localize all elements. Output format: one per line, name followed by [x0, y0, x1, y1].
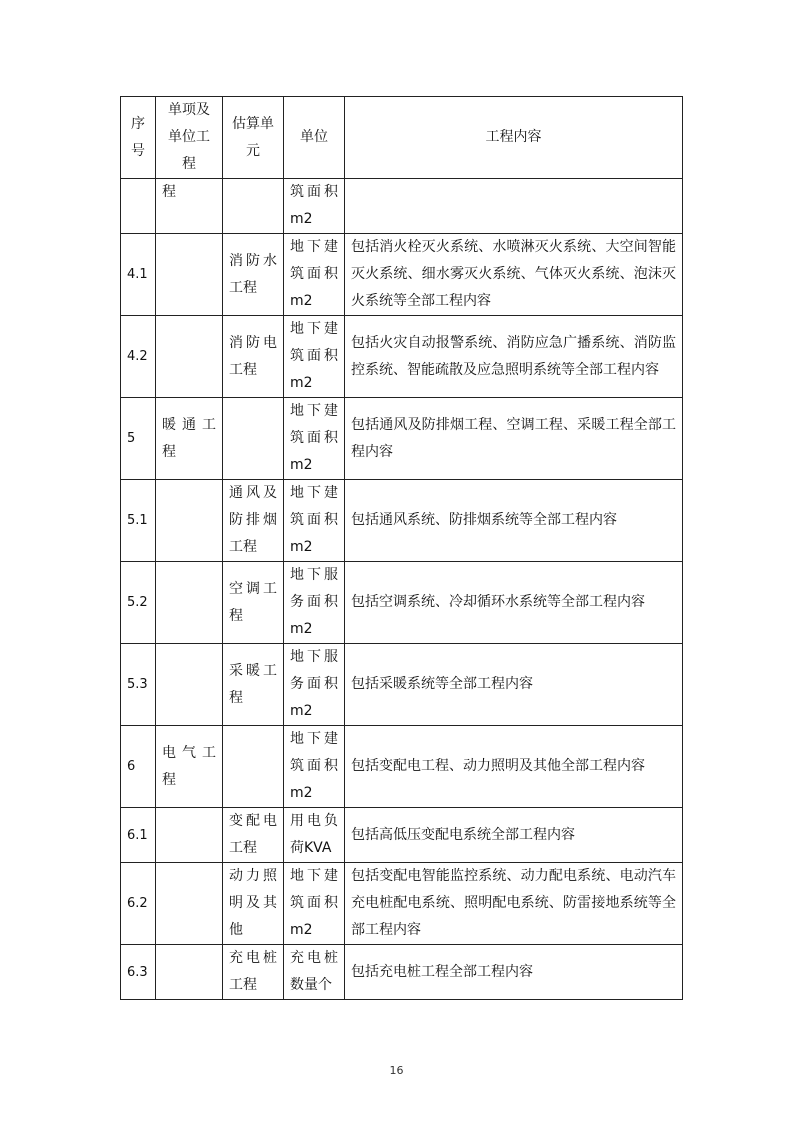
- item-cell: [156, 480, 223, 562]
- unit-cell: 地下服务面积m2: [284, 562, 345, 644]
- estimate-unit-cell: 采暖工程: [223, 644, 284, 726]
- unit-cell: 地下服务面积m2: [284, 644, 345, 726]
- unit-cell: 筑面积m2: [284, 179, 345, 234]
- seq-cell: 5.1: [121, 480, 156, 562]
- table-row: [121, 644, 683, 726]
- table-row: [121, 316, 683, 398]
- item-cell: [156, 234, 223, 316]
- item-cell: 电气工程: [156, 726, 223, 808]
- content-cell: 包括充电桩工程全部工程内容: [345, 945, 683, 1000]
- table-row: [121, 480, 683, 562]
- seq-cell: 5.2: [121, 562, 156, 644]
- unit-cell: 地下建筑面积m2: [284, 316, 345, 398]
- table-row: [121, 863, 683, 945]
- seq-cell: 4.2: [121, 316, 156, 398]
- estimate-unit-cell: 变配电工程: [223, 808, 284, 863]
- table-row: [121, 726, 683, 808]
- seq-cell: 6.2: [121, 863, 156, 945]
- unit-cell: 充电桩数量个: [284, 945, 345, 1000]
- seq-cell: 5.3: [121, 644, 156, 726]
- seq-cell: 6: [121, 726, 156, 808]
- content-cell: 包括通风及防排烟工程、空调工程、采暖工程全部工程内容: [345, 398, 683, 480]
- seq-cell: 5: [121, 398, 156, 480]
- estimate-unit-cell: 消防电工程: [223, 316, 284, 398]
- item-cell: 暖通工程: [156, 398, 223, 480]
- item-cell: [156, 644, 223, 726]
- header-item: 单项及单位工程: [156, 97, 223, 179]
- unit-cell: 地下建筑面积m2: [284, 234, 345, 316]
- unit-cell: 用电负荷KVA: [284, 808, 345, 863]
- table-row: [121, 562, 683, 644]
- table-row: [121, 234, 683, 316]
- estimate-unit-cell: 动力照明及其他: [223, 863, 284, 945]
- estimate-unit-cell: [223, 726, 284, 808]
- content-cell: 包括火灾自动报警系统、消防应急广播系统、消防监控系统、智能疏散及应急照明系统等全部工程内容: [345, 316, 683, 398]
- item-cell: [156, 945, 223, 1000]
- table-row: [121, 808, 683, 863]
- seq-cell: 4.1: [121, 234, 156, 316]
- estimate-unit-cell: [223, 179, 284, 234]
- content-cell: 包括变配电智能监控系统、动力配电系统、电动汽车充电桩配电系统、照明配电系统、防雷接地系统等全部工程内容: [345, 863, 683, 945]
- header-estimate-unit: 估算单元: [223, 97, 284, 179]
- seq-cell: 6.3: [121, 945, 156, 1000]
- table-row: [121, 179, 683, 234]
- unit-cell: 地下建筑面积m2: [284, 398, 345, 480]
- content-cell: 包括空调系统、冷却循环水系统等全部工程内容: [345, 562, 683, 644]
- content-cell: 包括通风系统、防排烟系统等全部工程内容: [345, 480, 683, 562]
- content-cell: 包括变配电工程、动力照明及其他全部工程内容: [345, 726, 683, 808]
- estimate-unit-cell: 空调工程: [223, 562, 284, 644]
- estimate-unit-cell: [223, 398, 284, 480]
- estimate-unit-cell: 通风及防排烟工程: [223, 480, 284, 562]
- item-cell: [156, 808, 223, 863]
- content-cell: [345, 179, 683, 234]
- unit-cell: 地下建筑面积m2: [284, 726, 345, 808]
- table-row: [121, 398, 683, 480]
- header-seq: 序号: [121, 97, 156, 179]
- content-cell: 包括高低压变配电系统全部工程内容: [345, 808, 683, 863]
- estimate-unit-cell: 充电桩工程: [223, 945, 284, 1000]
- header-unit: 单位: [284, 97, 345, 179]
- table-header-row: [121, 97, 683, 179]
- item-cell: 程: [156, 179, 223, 234]
- item-cell: [156, 316, 223, 398]
- unit-cell: 地下建筑面积m2: [284, 863, 345, 945]
- header-content: 工程内容: [345, 97, 683, 179]
- item-cell: [156, 562, 223, 644]
- seq-cell: 6.1: [121, 808, 156, 863]
- item-cell: [156, 863, 223, 945]
- page-number: 16: [389, 1064, 404, 1077]
- seq-cell: [121, 179, 156, 234]
- unit-cell: 地下建筑面积m2: [284, 480, 345, 562]
- content-cell: 包括采暖系统等全部工程内容: [345, 644, 683, 726]
- table-row: [121, 945, 683, 1000]
- estimate-table: [120, 96, 683, 1000]
- estimate-unit-cell: 消防水工程: [223, 234, 284, 316]
- content-cell: 包括消火栓灭火系统、水喷淋灭火系统、大空间智能灭火系统、细水雾灭火系统、气体灭火系统、泡沫灭火系统等全部工程内容: [345, 234, 683, 316]
